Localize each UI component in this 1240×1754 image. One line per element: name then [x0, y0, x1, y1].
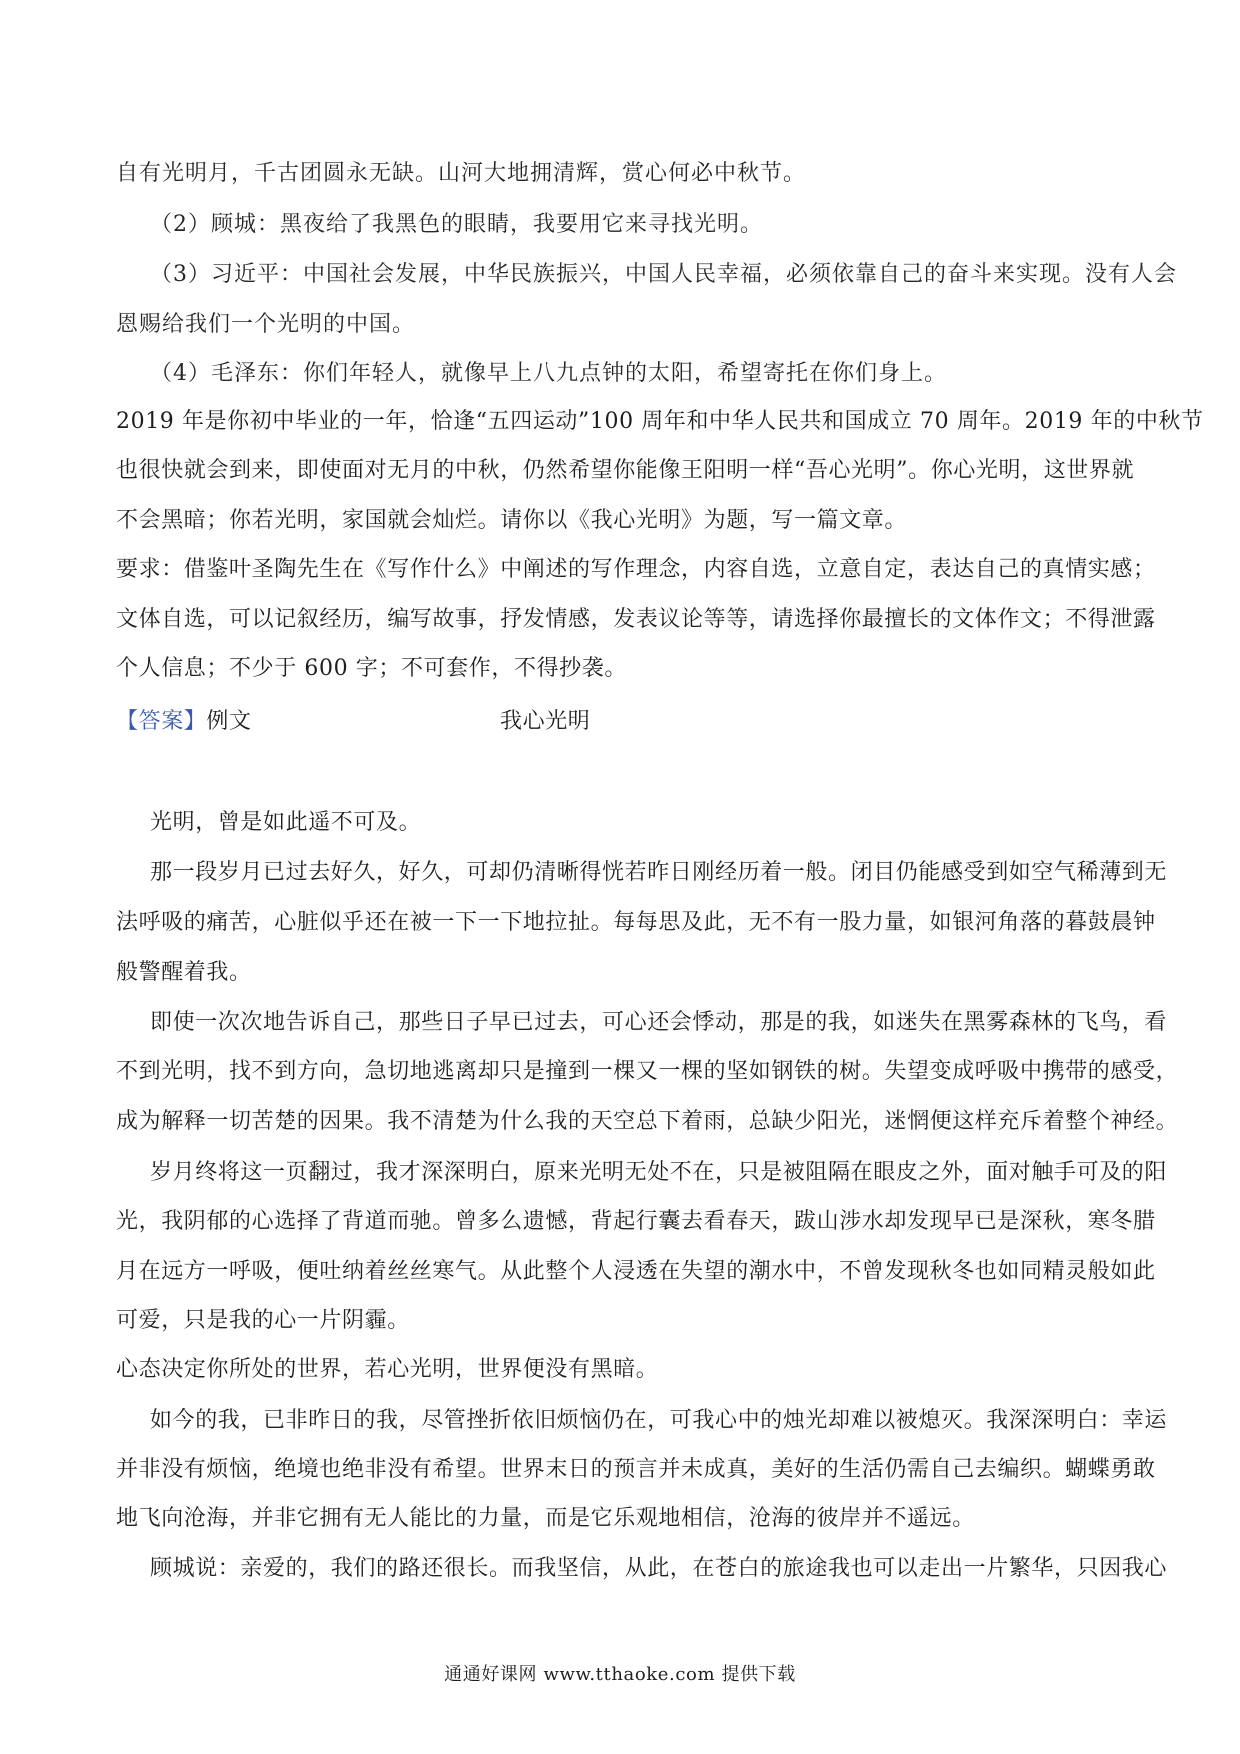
essay-line: 不到光明，找不到方向，急切地逃离却只是撞到一棵又一棵的坚如钢铁的树。失望变成呼吸中携带的感受， — [116, 1059, 1179, 1084]
answer-tag: 【答案】 — [116, 709, 207, 734]
quote-line: 恩赐给我们一个光明的中国。 — [116, 312, 416, 337]
essay-line: 地飞向沧海，并非它拥有无人能比的力量，而是它乐观地相信，沧海的彼岸并不遥远。 — [116, 1506, 975, 1531]
essay-line: 月在远方一呼吸，便吐纳着丝丝寒气。从此整个人浸透在失望的潮水中，不曾发现秋冬也如同精灵般如此 — [116, 1259, 1156, 1284]
prompt-line: 也很快就会到来，即使面对无月的中秋，仍然希望你能像王阳明一样“吾心光明”。你心光明，这世界就 — [116, 458, 1135, 483]
quote-line: （4）毛泽东：你们年轻人，就像早上八九点钟的太阳，希望寄托在你们身上。 — [150, 361, 947, 386]
answer-heading — [116, 707, 252, 737]
essay-line: 岁月终将这一页翻过，我才深深明白，原来光明无处不在，只是被阻隔在眼皮之外，面对触手可及的阳 — [150, 1160, 1168, 1185]
prompt-line: 不会黑暗；你若光明，家国就会灿烂。请你以《我心光明》为题，写一篇文章。 — [116, 508, 908, 533]
essay-line: 心态决定你所处的世界，若心光明，世界便没有黑暗。 — [116, 1357, 659, 1382]
answer-label: 例文 — [206, 709, 252, 734]
quote-line: （3）习近平：中国社会发展，中华民族振兴，中国人民幸福，必须依靠自己的奋斗来实现。没有人会 — [150, 262, 1178, 287]
essay-line: 即使一次次地告诉自己，那些日子早已过去，可心还会悸动，那是的我，如迷失在黑雾森林的飞鸟，看 — [150, 1010, 1168, 1035]
essay-line: 光，我阴郁的心选择了背道而驰。曾多么遗憾，背起行囊去看春天，跋山涉水却发现早已是深秋，寒冬腊 — [116, 1209, 1156, 1234]
quote-line: 自有光明月，千古团圆永无缺。山河大地拥清辉，赏心何必中秋节。 — [116, 161, 807, 186]
prompt-line: 要求：借鉴叶圣陶先生在《写作什么》中阐述的写作理念，内容自选，立意自定，表达自己的真情实感； — [116, 557, 1156, 582]
prompt-line: 个人信息；不少于 600 字；不可套作，不得抄袭。 — [116, 656, 627, 681]
essay-line: 法呼吸的痛苦，心脏似乎还在被一下一下地拉扯。每每思及此，无不有一股力量，如银河角落的暮鼓晨钟 — [116, 910, 1156, 935]
essay-line: 成为解释一切苦楚的因果。我不清楚为什么我的天空总下着雨，总缺少阳光，迷惘便这样充斥着整个神经。 — [116, 1109, 1179, 1134]
essay-line: 那一段岁月已过去好久，好久，可却仍清晰得恍若昨日刚经历着一般。闭目仍能感受到如空气稀薄到无 — [150, 860, 1168, 885]
prompt-line: 文体自选，可以记叙经历，编写故事，抒发情感，发表议论等等，请选择你最擅长的文体作文；不得泄露 — [116, 607, 1156, 632]
essay-line: 光明，曾是如此遥不可及。 — [150, 810, 422, 835]
quote-line: （2）顾城：黑夜给了我黑色的眼睛，我要用它来寻找光明。 — [150, 212, 763, 237]
prompt-line: 2019 年是你初中毕业的一年，恰逢“五四运动”100 周年和中华人民共和国成立 70 周年。2019 年的中秋节 — [116, 409, 1204, 434]
essay-line: 般警醒着我。 — [116, 960, 252, 985]
essay-line: 顾城说：亲爱的，我们的路还很长。而我坚信，从此，在苍白的旅途我也可以走出一片繁华，只因我心 — [150, 1556, 1168, 1581]
essay-line: 可爱，只是我的心一片阴霾。 — [116, 1308, 410, 1333]
essay-line: 并非没有烦恼，绝境也绝非没有希望。世界末日的预言并未成真，美好的生活仍需自己去编织。蝴蝶勇敢 — [116, 1457, 1156, 1482]
essay-title: 我心光明 — [500, 709, 591, 734]
essay-line: 如今的我，已非昨日的我，尽管挫折依旧烦恼仍在，可我心中的烛光却难以被熄灭。我深深明白：幸运 — [150, 1408, 1168, 1433]
footer-source: 通通好课网 www.tthaoke.com 提供下载 — [444, 1664, 796, 1685]
